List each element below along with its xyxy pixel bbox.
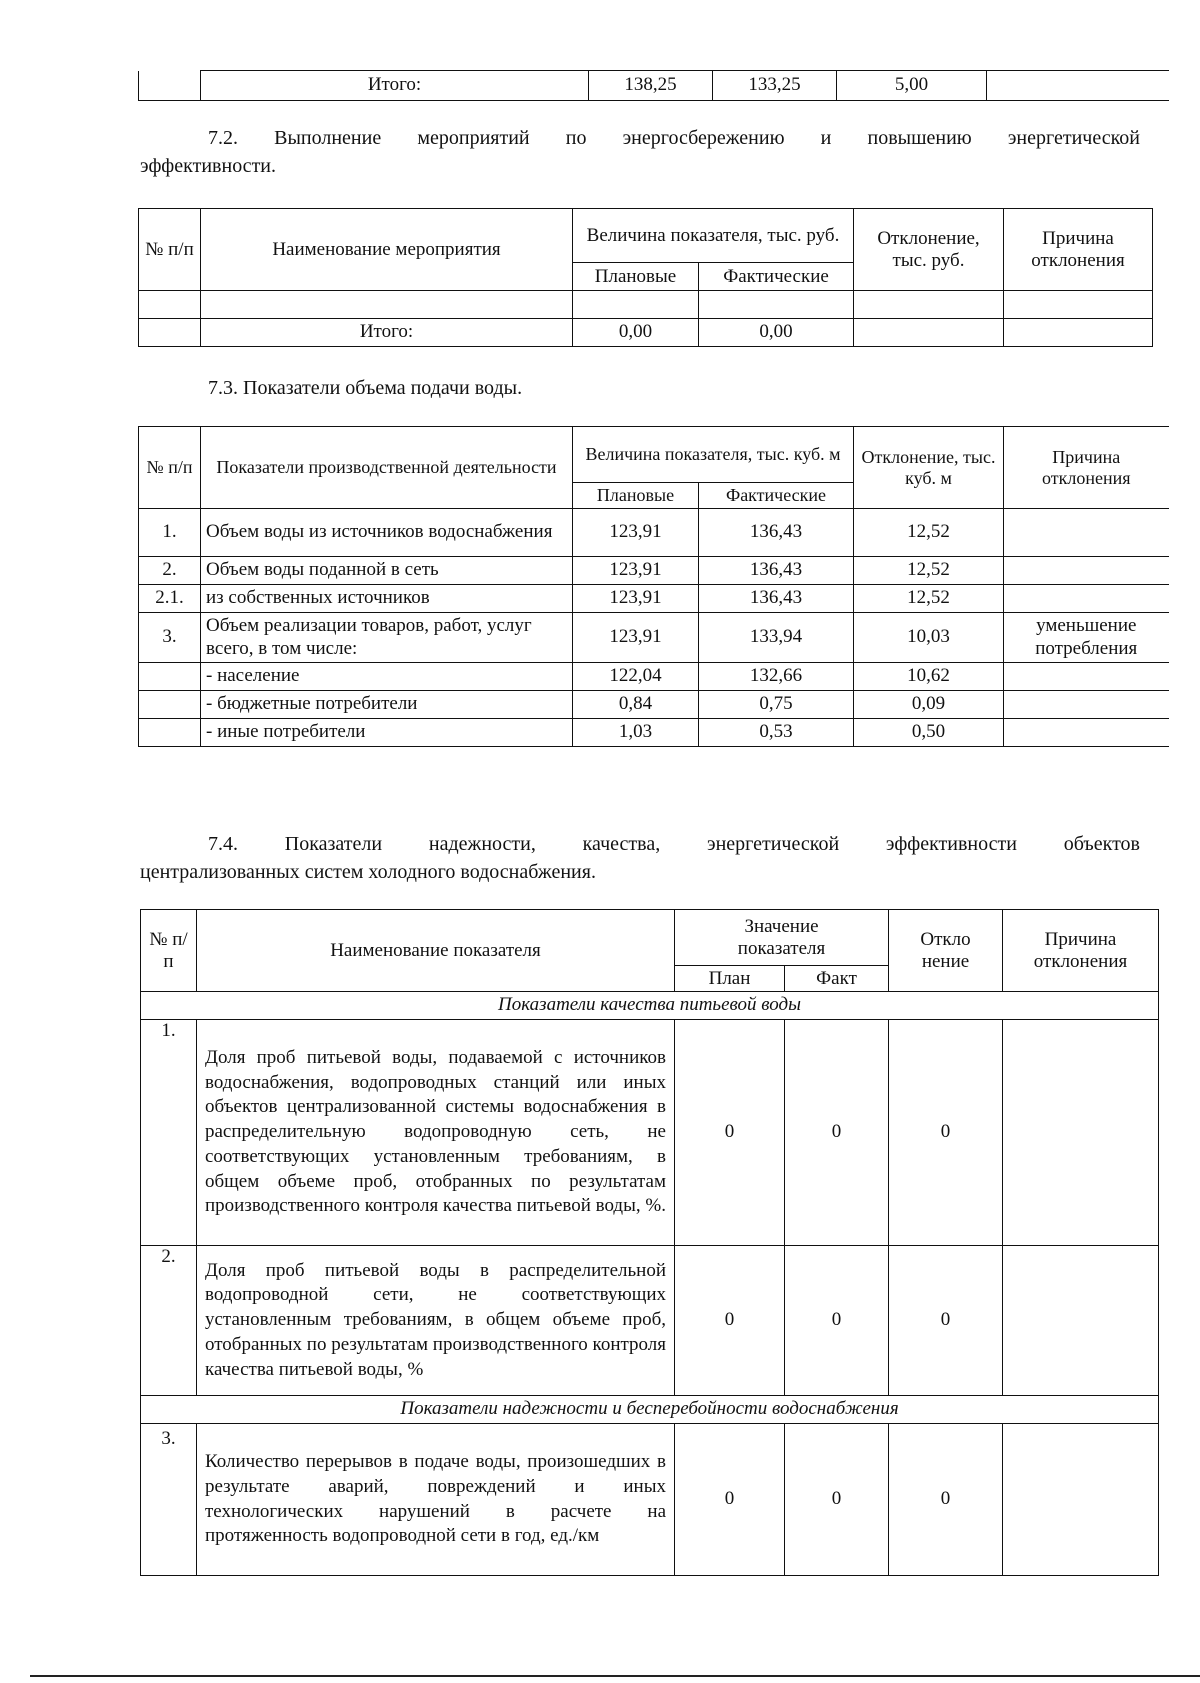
- t73-h-dev: Отклонение, тыс. куб. м: [854, 427, 1004, 509]
- t74-row-num: 2.: [141, 1246, 197, 1396]
- t73-row-num: [139, 719, 201, 747]
- t74-row-dev: 0: [889, 1246, 1003, 1396]
- top-total-label: Итого:: [201, 71, 589, 101]
- t73-row-reason: уменьшение потребления: [1004, 613, 1169, 663]
- t74-row-fact: 0: [785, 1246, 889, 1396]
- t73-row-dev: 10,03: [854, 613, 1004, 663]
- t74-row-plan: 0: [675, 1424, 785, 1576]
- t72-total-fact: 0,00: [699, 319, 854, 347]
- t74-row-reason: [1003, 1246, 1159, 1396]
- table-row: [139, 557, 1169, 585]
- t73-h-value: Величина показателя, тыс. куб. м: [573, 427, 854, 483]
- table-row: [139, 691, 1169, 719]
- t73-row-plan: 123,91: [573, 509, 699, 557]
- t73-row-plan: 123,91: [573, 585, 699, 613]
- t73-h-name: Показатели производственной деятельности: [201, 427, 573, 509]
- t74-h-name: Наименование показателя: [197, 910, 675, 992]
- t73-row-dev: 12,52: [854, 585, 1004, 613]
- t72-total-num: [139, 319, 201, 347]
- t74-group-reliability: Показатели надежности и бесперебойности водоснабжения: [141, 1396, 1159, 1424]
- t73-row-reason: [1004, 691, 1169, 719]
- top-total-num: [139, 71, 201, 101]
- t73-row-num: [139, 663, 201, 691]
- t73-row-num: 3.: [139, 613, 201, 663]
- table-row: [139, 613, 1169, 663]
- t72-total-reason: [1004, 319, 1153, 347]
- t74-row-name: Доля проб питьевой воды в распределительной водопроводной сети, не соответствующих установленным требованиям, в общем объеме проб, отобранных по результатам производственного контроля качества питьевой воды, %: [197, 1246, 675, 1396]
- t74-row-reason: [1003, 1020, 1159, 1246]
- t74-h-num: № п/п: [141, 910, 197, 992]
- section-7-2-title-line1: 7.2. Выполнение мероприятий по энергосбережению и повышению энергетической: [208, 127, 1140, 149]
- t72-empty-cell: [854, 291, 1004, 319]
- t73-h-reason: Причина отклонения: [1004, 427, 1169, 509]
- t72-h-dev: Отклонение, тыс. руб.: [854, 209, 1004, 291]
- t72-total-dev: [854, 319, 1004, 347]
- top-total-fact: 133,25: [713, 71, 837, 101]
- t73-row-plan: 1,03: [573, 719, 699, 747]
- top-total-table: [138, 70, 1169, 101]
- t73-h-fact: Фактические: [699, 483, 854, 509]
- t73-row-fact: 136,43: [699, 509, 854, 557]
- t74-h-dev: Откло нение: [889, 910, 1003, 992]
- t74-group-quality: Показатели качества питьевой воды: [141, 992, 1159, 1020]
- t73-row-reason: [1004, 557, 1169, 585]
- t73-row-plan: 123,91: [573, 557, 699, 585]
- top-total-dev: 5,00: [837, 71, 987, 101]
- t72-empty-cell: [1004, 291, 1153, 319]
- table-7-4: [140, 909, 1159, 1576]
- table-row: [139, 719, 1169, 747]
- t74-h-fact: Факт: [785, 966, 889, 992]
- t72-h-name: Наименование мероприятия: [201, 209, 573, 291]
- t73-row-num: [139, 691, 201, 719]
- t74-h-reason: Причина отклонения: [1003, 910, 1159, 992]
- t72-empty-cell: [573, 291, 699, 319]
- t73-row-fact: 132,66: [699, 663, 854, 691]
- t72-h-reason: Причина отклонения: [1004, 209, 1153, 291]
- t72-h-plan: Плановые: [573, 263, 699, 291]
- top-total-plan: 138,25: [589, 71, 713, 101]
- t73-row-reason: [1004, 509, 1169, 557]
- table-row: [139, 585, 1169, 613]
- t73-row-name: из собственных источников: [201, 585, 573, 613]
- t74-row-num: 3.: [141, 1424, 197, 1576]
- section-7-4-title-line1: 7.4. Показатели надежности, качества, энергетической эффективности объектов: [208, 833, 1140, 855]
- t72-total-label: Итого:: [201, 319, 573, 347]
- t73-row-fact: 136,43: [699, 557, 854, 585]
- t73-row-plan: 0,84: [573, 691, 699, 719]
- t73-row-plan: 122,04: [573, 663, 699, 691]
- t73-row-name: - население: [201, 663, 573, 691]
- t73-row-fact: 133,94: [699, 613, 854, 663]
- t74-h-value: Значение показателя: [675, 910, 889, 966]
- t74-row-num: 1.: [141, 1020, 197, 1246]
- t74-row-name: Доля проб питьевой воды, подаваемой с источников водоснабжения, водопроводных станций или иных объектов централизованной системы водоснабжения в распределительную водопроводную сеть, не соответствующих установленным требованиям, в общем объеме проб, отобранных по результатам производственного контроля качества питьевой воды, %.: [197, 1020, 675, 1246]
- t74-row-dev: 0: [889, 1424, 1003, 1576]
- section-7-4-title-line2: централизованных систем холодного водоснабжения.: [140, 861, 596, 883]
- section-7-2-title: [140, 124, 1140, 180]
- t73-row-reason: [1004, 585, 1169, 613]
- table-row: [141, 1020, 1159, 1246]
- t73-row-reason: [1004, 663, 1169, 691]
- t74-row-plan: 0: [675, 1020, 785, 1246]
- t72-total-plan: 0,00: [573, 319, 699, 347]
- t72-h-fact: Фактические: [699, 263, 854, 291]
- t74-row-name: Количество перерывов в подаче воды, произошедших в результате аварий, повреждений и иных технологических нарушений в расчете на протяженность водопроводной сети в год, ед./км: [197, 1424, 675, 1576]
- t72-empty-cell: [201, 291, 573, 319]
- table-7-3: [138, 426, 1169, 747]
- t72-empty-cell: [139, 291, 201, 319]
- t73-row-reason: [1004, 719, 1169, 747]
- t73-row-num: 1.: [139, 509, 201, 557]
- t74-row-dev: 0: [889, 1020, 1003, 1246]
- t72-h-value: Величина показателя, тыс. руб.: [573, 209, 854, 263]
- section-7-2-title-line2: эффективности.: [140, 155, 277, 177]
- t74-row-plan: 0: [675, 1246, 785, 1396]
- t73-row-dev: 0,09: [854, 691, 1004, 719]
- t73-row-dev: 12,52: [854, 509, 1004, 557]
- t73-row-name: Объем воды из источников водоснабжения: [201, 509, 573, 557]
- t73-row-dev: 12,52: [854, 557, 1004, 585]
- t73-row-fact: 136,43: [699, 585, 854, 613]
- t73-row-name: Объем воды поданной в сеть: [201, 557, 573, 585]
- t72-empty-cell: [699, 291, 854, 319]
- table-row: [141, 1246, 1159, 1396]
- t73-row-num: 2.1.: [139, 585, 201, 613]
- t73-h-plan: Плановые: [573, 483, 699, 509]
- table-7-2: [138, 208, 1153, 347]
- t73-row-dev: 10,62: [854, 663, 1004, 691]
- bottom-divider: [30, 1675, 1200, 1677]
- t73-row-plan: 123,91: [573, 613, 699, 663]
- t74-row-fact: 0: [785, 1424, 889, 1576]
- t73-row-fact: 0,53: [699, 719, 854, 747]
- t74-h-plan: План: [675, 966, 785, 992]
- table-row: [141, 1424, 1159, 1576]
- table-row: [139, 509, 1169, 557]
- t74-row-reason: [1003, 1424, 1159, 1576]
- t73-row-name: - бюджетные потребители: [201, 691, 573, 719]
- section-7-3-title: 7.3. Показатели объема подачи воды.: [208, 377, 523, 399]
- table-row: [139, 663, 1169, 691]
- top-total-reason: [987, 71, 1169, 101]
- t74-row-fact: 0: [785, 1020, 889, 1246]
- t73-row-name: Объем реализации товаров, работ, услуг всего, в том числе:: [201, 613, 573, 663]
- t72-h-num: № п/п: [139, 209, 201, 291]
- section-7-4-title: [140, 830, 1140, 886]
- t73-row-num: 2.: [139, 557, 201, 585]
- t73-row-dev: 0,50: [854, 719, 1004, 747]
- t73-row-fact: 0,75: [699, 691, 854, 719]
- t73-h-num: № п/п: [139, 427, 201, 509]
- t73-row-name: - иные потребители: [201, 719, 573, 747]
